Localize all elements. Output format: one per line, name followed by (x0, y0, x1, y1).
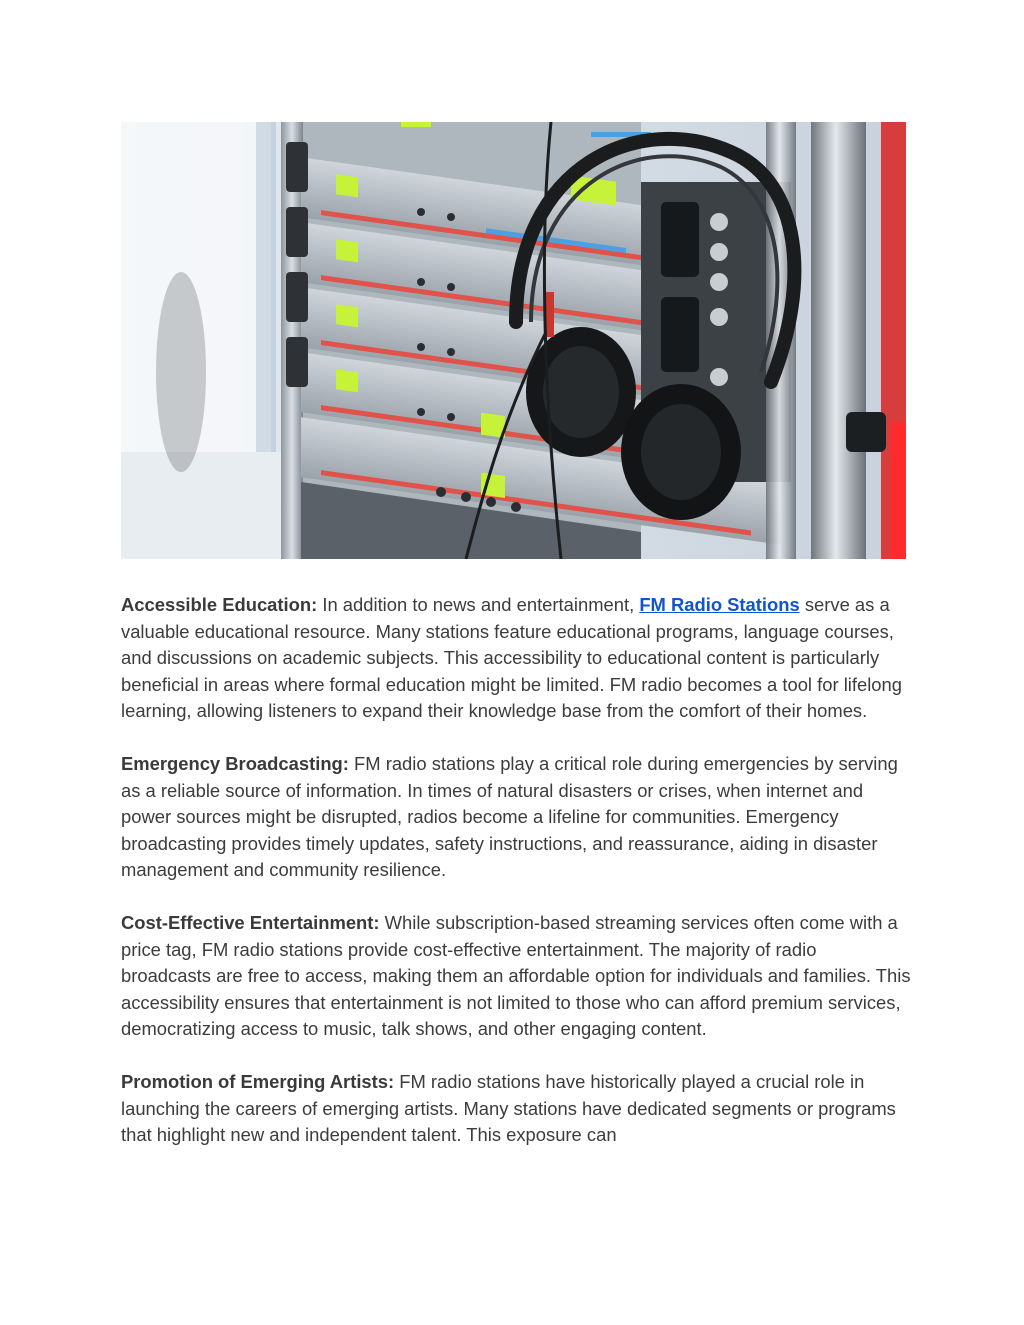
section-body: FM radio stations have historically played a crucial role in launching the careers of emerging artists. Many stations have dedicated segments or programs that highlight new and independent talent. This exposure can (121, 1071, 896, 1145)
section-heading: Cost-Effective Entertainment: (121, 912, 380, 933)
section-cost-effective-entertainment (121, 910, 911, 1043)
section-heading: Promotion of Emerging Artists: (121, 1071, 395, 1092)
section-promotion-emerging-artists (121, 1069, 911, 1149)
section-lead: In addition to news and entertainment, (322, 594, 635, 615)
section-accessible-education (121, 592, 911, 725)
section-body: FM radio stations play a critical role during emergencies by serving as a reliable source of information. In times of natural disasters or crises, when internet and power sources might be disrupted, radios become a lifeline for communities. Emergency broadcasting provides timely updates, safety instructions, and reassurance, aiding in disaster management and community resilience. (121, 753, 898, 880)
section-emergency-broadcasting (121, 751, 911, 884)
section-body: serve as a valuable educational resource. Many stations feature educational programs, language courses, and discussions on academic subjects. This accessibility to educational content is particularly beneficial in areas where formal education might be limited. FM radio becomes a tool for lifelong learning, allowing listeners to expand their knowledge base from the comfort of their homes. (121, 594, 902, 721)
radio-equipment-photo (121, 122, 906, 559)
section-heading: Accessible Education: (121, 594, 318, 615)
article-body (121, 592, 911, 1175)
hero-image (121, 122, 906, 559)
section-heading: Emergency Broadcasting: (121, 753, 349, 774)
fm-radio-stations-link[interactable]: FM Radio Stations (639, 594, 800, 615)
section-body: While subscription-based streaming services often come with a price tag, FM radio stations provide cost-effective entertainment. The majority of radio broadcasts are free to access, making them an affordable option for individuals and families. This accessibility ensures that entertainment is not limited to those who can afford premium services, democratizing access to music, talk shows, and other engaging content. (121, 912, 911, 1039)
